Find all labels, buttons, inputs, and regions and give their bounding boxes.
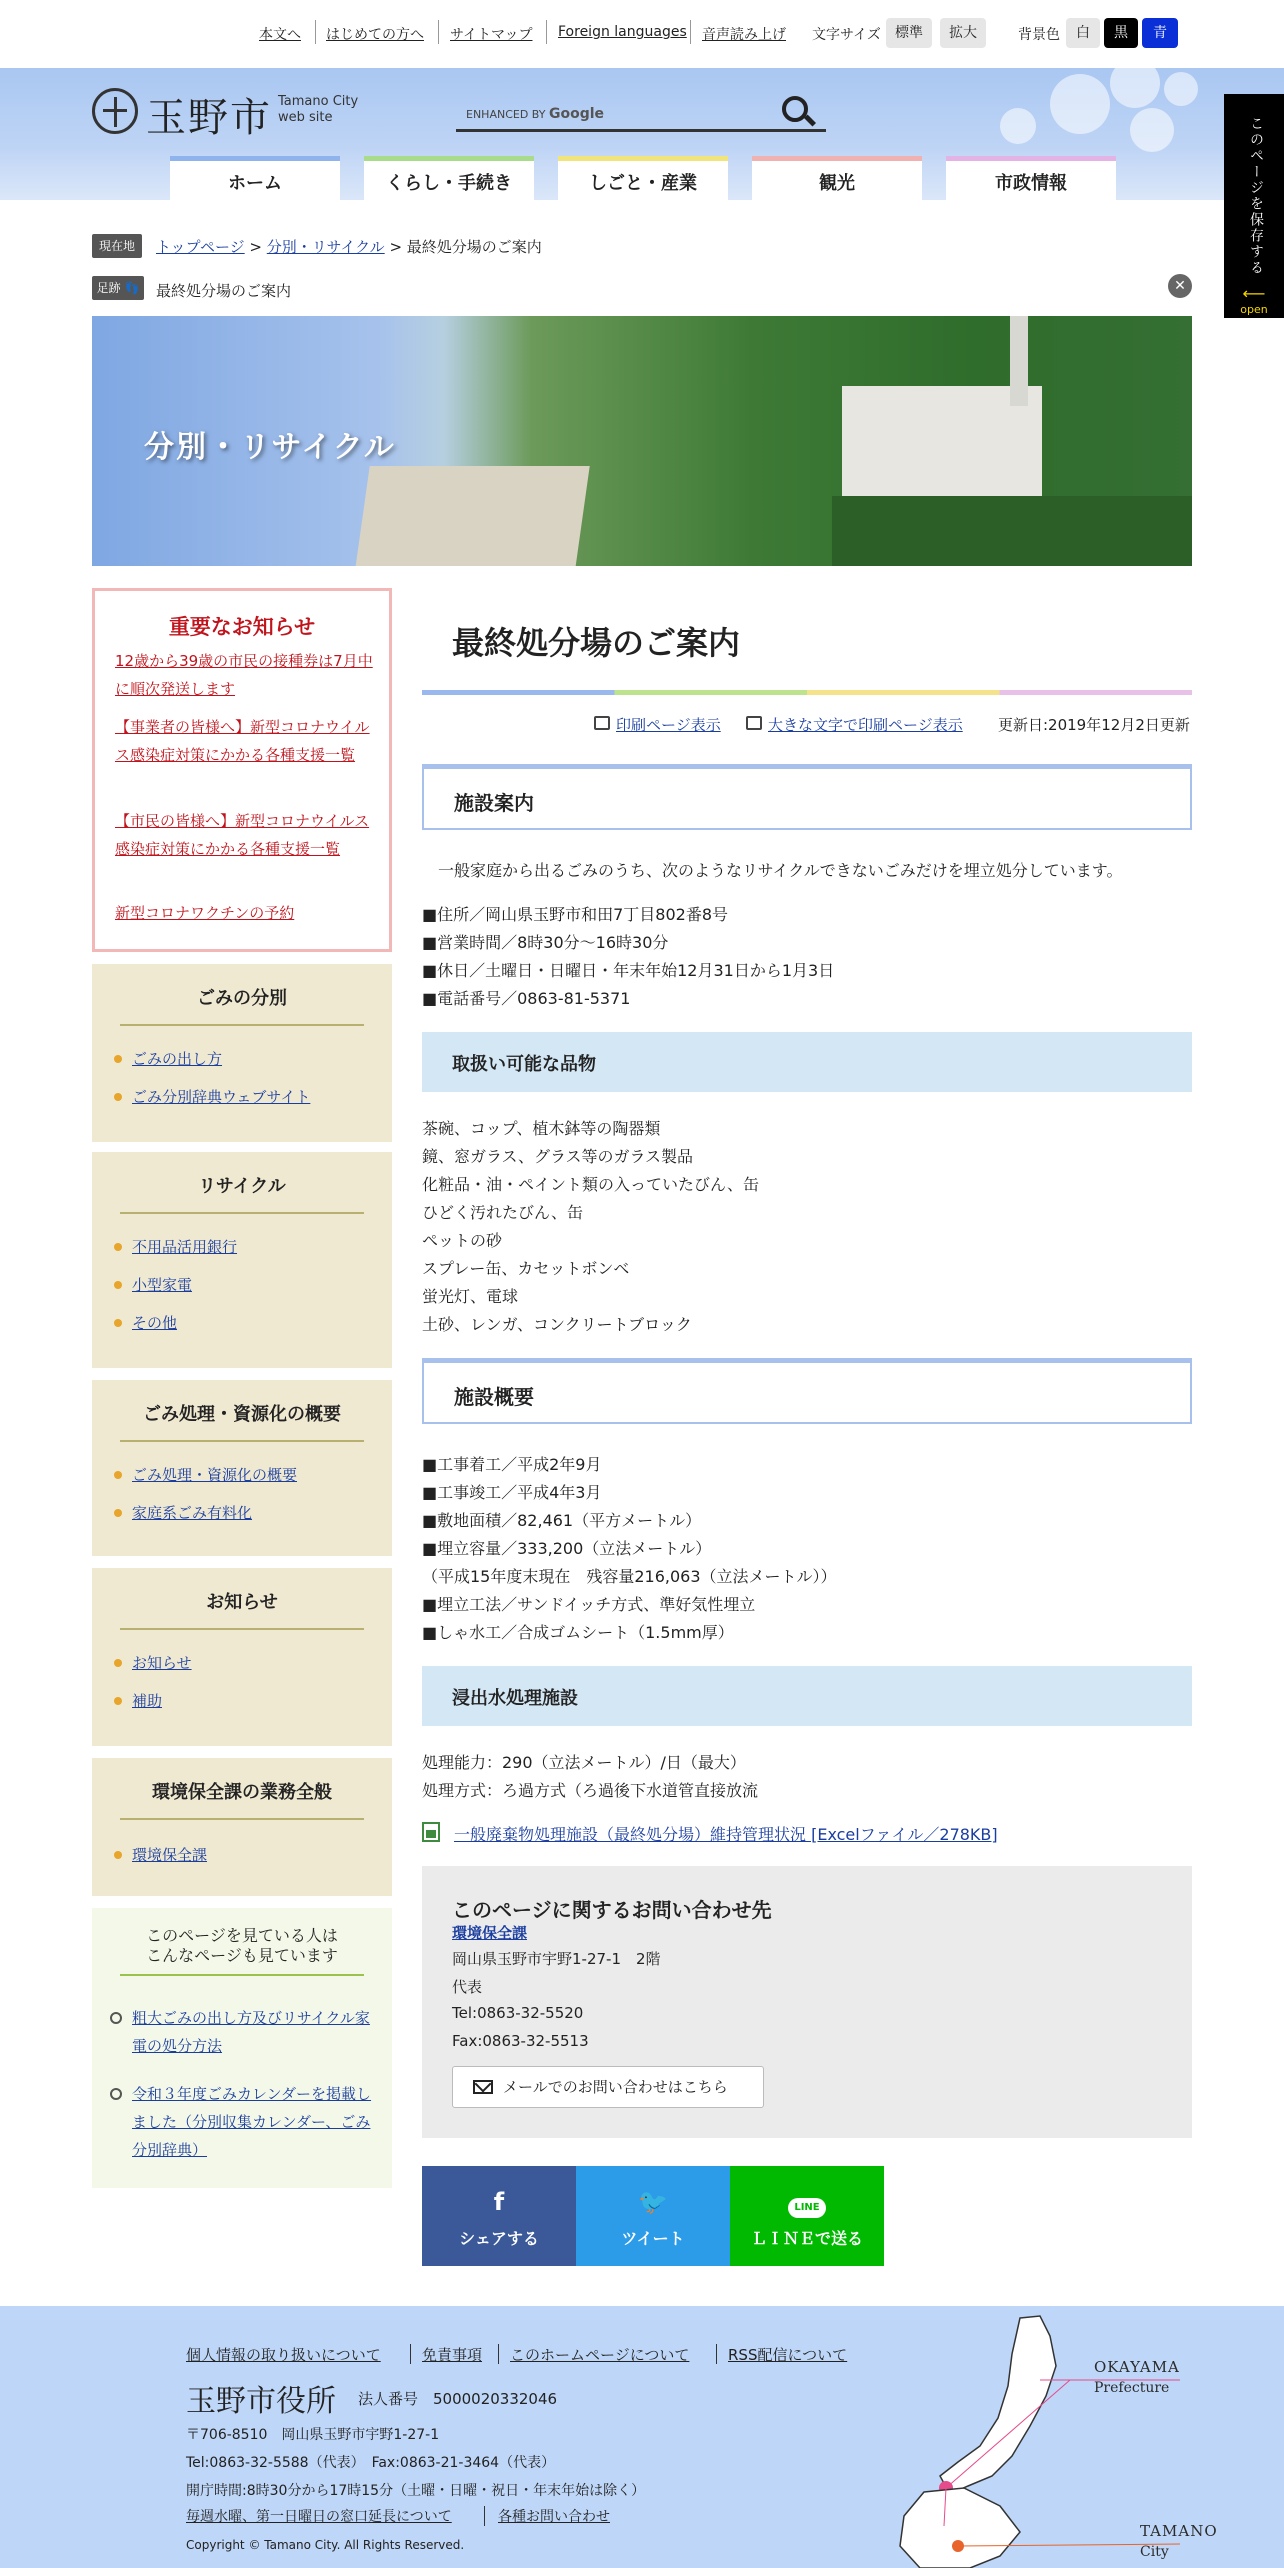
first-visit-link[interactable]: はじめての方へ [326, 27, 424, 43]
map-label-tamano: TAMANO [1140, 2522, 1218, 2540]
mail-icon [473, 2080, 493, 2094]
sidebar-link[interactable]: その他 [132, 1312, 177, 1333]
flower-decoration-icon [1050, 74, 1110, 134]
nav-home[interactable]: ホーム [170, 156, 340, 200]
footer-tel-fax: Tel:0863-32-5588（代表） Fax:0863-21-3464（代表） [186, 2455, 556, 2471]
bg-black-button[interactable]: 黒 [1104, 18, 1138, 48]
notice-link[interactable]: 【事業者の皆様へ】新型コロナウイルス感染症対策にかかる各種支援一覧 [115, 718, 370, 764]
sidebar-box-title: リサイクル [198, 1176, 286, 1197]
accepted-item: ペットの砂 [422, 1231, 503, 1250]
footprint-item[interactable]: 最終処分場のご案内 [156, 282, 292, 300]
logo-text: 玉野市 [146, 95, 272, 141]
title-underline [422, 690, 1192, 695]
divider [438, 20, 439, 44]
footer-city-hall-name: 玉野市役所 [186, 2384, 336, 2419]
accepted-item: 蛍光灯、電球 [422, 1287, 519, 1306]
excel-file-link[interactable]: 一般廃棄物処理施設（最終処分場）維持管理状況 [Excelファイル／278KB] [454, 1825, 998, 1844]
text-to-speech-link[interactable]: 音声読み上げ [702, 27, 786, 43]
font-size-label: 文字サイズ [812, 27, 881, 43]
nav-tourism[interactable]: 観光 [752, 156, 922, 200]
contact-title: このページに関するお問い合わせ先 [452, 1898, 772, 1922]
sidebar-link[interactable]: お知らせ [132, 1652, 192, 1673]
font-large-button[interactable]: 拡大 [940, 18, 986, 48]
printer-icon [746, 716, 762, 730]
divider [315, 20, 316, 44]
accepted-item: 茶碗、コップ、植木鉢等の陶器類 [422, 1119, 661, 1138]
open-arrow-icon[interactable]: ⟵ open [1240, 284, 1268, 316]
related-title: このページを見ている人は こんなページも見ています [146, 1926, 338, 1965]
facility-info-line: ■営業時間／8時30分～16時30分 [422, 933, 669, 952]
footer-hours: 開庁時間:8時30分から17時15分（土曜・日曜・祝日・年末年始は除く） [186, 2483, 646, 2499]
flower-decoration-icon [1164, 72, 1198, 106]
footer-address: 〒706-8510 岡山県玉野市宇野1-27-1 [186, 2427, 440, 2443]
breadcrumb-recycling[interactable]: 分別・リサイクル [266, 238, 385, 256]
sidebar-box-title: 環境保全課の業務全般 [152, 1782, 332, 1803]
hero-building-image [354, 466, 589, 566]
section-heading: 取扱い可能な品物 [422, 1032, 1192, 1092]
sidebar-box-title: お知らせ [206, 1592, 278, 1613]
flower-decoration-icon [1130, 108, 1174, 152]
email-contact-button[interactable]: メールでのお問い合わせはこちら [452, 2066, 764, 2108]
sidebar-box-recycling [92, 1152, 392, 1368]
overview-line: ■工事竣工／平成4年3月 [422, 1483, 602, 1502]
accepted-item: 鏡、窓ガラス、グラス等のガラス製品 [422, 1147, 694, 1166]
sidebar-link[interactable]: ごみ処理・資源化の概要 [132, 1464, 297, 1485]
accepted-item: 土砂、レンガ、コンクリートブロック [422, 1315, 692, 1334]
page-title: 最終処分場のご案内 [452, 624, 741, 662]
sitemap-link[interactable]: サイトマップ [450, 27, 533, 43]
footprint-tag: 足跡 👣 [92, 276, 144, 300]
current-location-tag: 現在地 [92, 234, 142, 258]
line-share-button[interactable]: LINE ＬＩＮＥで送る [730, 2166, 884, 2266]
footprint-icon: 👣 [124, 281, 140, 295]
utility-bar [0, 0, 1284, 68]
overview-line: ■埋立容量／333,200（立法メートル） [422, 1539, 712, 1558]
notice-title: 重要なお知らせ [168, 615, 316, 639]
close-icon[interactable]: ✕ [1168, 274, 1192, 298]
foreign-languages-link[interactable]: Foreign languages [558, 24, 687, 40]
contact-department-link[interactable]: 環境保全課 [452, 1924, 528, 1942]
search-icon[interactable] [782, 96, 808, 122]
facebook-icon: f [493, 2188, 505, 2216]
sidebar-box-sorting [92, 964, 392, 1142]
sidebar-link[interactable]: ごみ分別辞典ウェブサイト [132, 1086, 310, 1107]
copyright: Copyright © Tamano City. All Rights Reserved. [186, 2538, 465, 2552]
skip-to-content-link[interactable]: 本文へ [259, 27, 301, 43]
breadcrumb-current: 最終処分場のご案内 [406, 238, 542, 256]
treatment-line: 処理能力：290（立法メートル）/日（最大） [422, 1753, 746, 1772]
hero-trees-image [832, 496, 1192, 566]
sidebar-box-overview [92, 1380, 392, 1556]
related-icon [110, 2012, 122, 2024]
hero-chimney-image [1010, 316, 1028, 406]
bg-white-button[interactable]: 白 [1066, 18, 1100, 48]
print-page-link[interactable]: 印刷ページ表示 [616, 714, 721, 735]
divider [690, 20, 691, 44]
accepted-item: スプレー缶、カセットボンベ [422, 1259, 630, 1278]
site-footer [0, 2306, 1284, 2568]
footer-contact-link[interactable]: 各種お問い合わせ [498, 2509, 610, 2525]
facility-info-line: ■休日／土曜日・日曜日・年末年始12月31日から1月3日 [422, 961, 835, 980]
contact-address: 岡山県玉野市宇野1-27-1 2階 [452, 1950, 661, 1968]
contact-fax: Fax:0863-32-5513 [452, 2032, 589, 2050]
accepted-item: 化粧品・油・ペイント類の入っていたびん、缶 [422, 1175, 759, 1194]
twitter-icon: 🐦 [638, 2188, 668, 2216]
related-link[interactable]: 粗大ごみの出し方及びリサイクル家電の処分方法 [132, 2004, 372, 2060]
overview-line: ■埋立工法／サンドイッチ方式、準好気性埋立 [422, 1595, 756, 1614]
footer-corporate-number: 法人番号 5000020332046 [358, 2390, 558, 2408]
sidebar-link[interactable]: 環境保全課 [132, 1844, 207, 1865]
city-emblem-icon [92, 88, 138, 134]
map-label-prefecture: Prefecture [1094, 2380, 1170, 2396]
notice-link[interactable]: 12歳から39歳の市民の接種券は7月中に順次発送します [115, 652, 373, 698]
accepted-item: ひどく汚れたびん、缶 [422, 1203, 583, 1222]
footer-link-rss[interactable]: RSS配信について [728, 2346, 848, 2364]
flower-decoration-icon [1110, 58, 1160, 108]
line-icon: LINE [730, 2188, 884, 2218]
font-standard-button[interactable]: 標準 [886, 18, 932, 48]
overview-line: ■工事着工／平成2年9月 [422, 1455, 602, 1474]
sidebar-link[interactable]: 不用品活用銀行 [132, 1236, 237, 1257]
section-heading: 施設案内 [422, 764, 1192, 830]
excel-file-icon [422, 1822, 440, 1842]
facility-info-line: ■電話番号／0863-81-5371 [422, 989, 631, 1008]
updated-date: 更新日:2019年12月2日更新 [998, 716, 1190, 734]
nav-living[interactable]: くらし・手続き [364, 156, 534, 200]
treatment-line: 処理方式：ろ過方式（ろ過後下水道管直接放流 [422, 1781, 759, 1800]
twitter-share-button[interactable]: 🐦 ツイート [576, 2166, 730, 2266]
print-large-link[interactable]: 大きな文字で印刷ページ表示 [768, 714, 963, 735]
search-input[interactable]: ENHANCED BY Google [466, 106, 605, 122]
contact-rep: 代表 [452, 1978, 483, 1996]
sidebar-box-title: ごみ処理・資源化の概要 [143, 1404, 341, 1425]
notice-link[interactable]: 【市民の皆様へ】新型コロナウイルス感染症対策にかかる各種支援一覧 [115, 812, 370, 858]
sidebar-box-title: ごみの分別 [197, 988, 287, 1009]
breadcrumb: トップページ > 分別・リサイクル > 最終処分場のご案内 [156, 238, 542, 256]
sidebar-link[interactable]: 補助 [132, 1690, 162, 1711]
japan-map-icon [880, 2306, 1284, 2568]
section-heading: 浸出水処理施設 [422, 1666, 1192, 1726]
footer-link-disclaimer[interactable]: 免責事項 [422, 2346, 483, 2364]
bg-blue-button[interactable]: 青 [1142, 18, 1178, 48]
hero-banner [92, 316, 1192, 566]
related-icon [110, 2088, 122, 2100]
footer-link-privacy[interactable]: 個人情報の取り扱いについて [186, 2346, 381, 2364]
section-intro: 一般家庭から出るごみのうち、次のようなリサイクルできないごみだけを埋立処分しています。 [438, 861, 1123, 880]
important-notice-box [92, 588, 392, 952]
contact-tel: Tel:0863-32-5520 [452, 2004, 584, 2022]
facebook-share-button[interactable]: f シェアする [422, 2166, 576, 2266]
printer-icon [594, 716, 610, 730]
overview-line: ■しゃ水工／合成ゴムシート（1.5mm厚） [422, 1623, 734, 1642]
overview-line: （平成15年度末現在 残容量216,063（立法メートル）） [422, 1567, 837, 1586]
map-label-okayama: OKAYAMA [1094, 2358, 1180, 2376]
footer-extended-hours-link[interactable]: 毎週水曜、第一日曜日の窓口延長について [186, 2509, 452, 2525]
sidebar-link[interactable]: 家庭系ごみ有料化 [132, 1502, 252, 1523]
save-page-tab-label: このページを保存する [1248, 116, 1264, 276]
section-heading: 施設概要 [422, 1358, 1192, 1424]
nav-city-government[interactable]: 市政情報 [946, 156, 1116, 200]
sidebar-box-environment [92, 1758, 392, 1896]
related-link[interactable]: 令和３年度ごみカレンダーを掲載しました（分別収集カレンダー、ごみ分別辞典） [132, 2080, 372, 2164]
facility-info-line: ■住所／岡山県玉野市和田7丁目802番8号 [422, 905, 729, 924]
background-color-label: 背景色 [1018, 27, 1060, 43]
logo-subtitle: Tamano City web site [278, 94, 359, 125]
sidebar-link[interactable]: ごみの出し方 [132, 1048, 222, 1069]
sidebar-box-news [92, 1568, 392, 1746]
hero-title: 分別・リサイクル [144, 430, 396, 465]
save-page-tab[interactable] [1224, 94, 1284, 318]
divider [546, 20, 547, 44]
search-box[interactable] [456, 88, 826, 132]
breadcrumb-top[interactable]: トップページ [156, 238, 245, 256]
notice-link[interactable]: 新型コロナワクチンの予約 [115, 904, 295, 922]
flower-decoration-icon [1000, 108, 1036, 144]
sidebar-link[interactable]: 小型家電 [132, 1274, 192, 1295]
contact-box [422, 1866, 1192, 2138]
map-label-city: City [1140, 2544, 1169, 2560]
footer-link-about[interactable]: このホームページについて [510, 2346, 690, 2364]
related-pages-box [92, 1908, 392, 2188]
nav-business[interactable]: しごと・産業 [558, 156, 728, 200]
overview-line: ■敷地面積／82,461（平方メートル） [422, 1511, 702, 1530]
